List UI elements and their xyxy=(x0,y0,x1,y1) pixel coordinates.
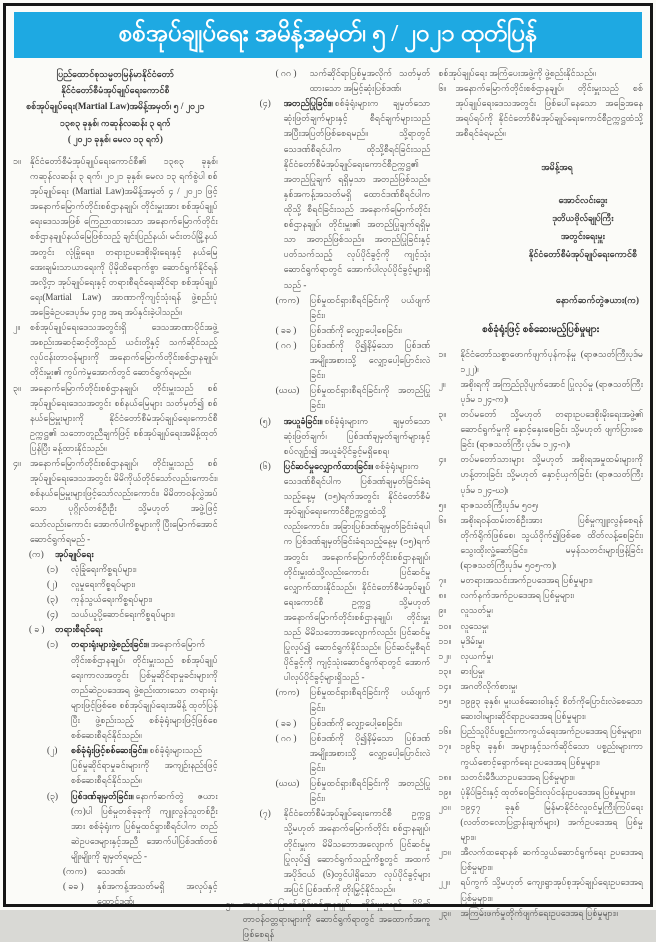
list-number: (၃) xyxy=(47,594,59,605)
paragraph-5-continuation: စစ်အုပ်ချုပ်ရေး အကြံပေးအဖွဲ့ကို ဖွဲ့စည်းနိုင်သည်။ xyxy=(438,68,596,78)
annex-item xyxy=(438,619,643,634)
annex-item-number: ၄။ xyxy=(438,454,447,465)
annex-item-number: ၅။ xyxy=(438,499,447,510)
signatory-name: အောင်လင်းဒွေး xyxy=(558,194,608,205)
paragraph-1 xyxy=(13,154,218,320)
sub-text: သက်ဆိုင်ရာပြစ်မှုအလိုက် သတ်မှတ်ထားသော အမြင့်ဆုံးပြစ်ဒဏ်၊ xyxy=(309,68,431,94)
annex-item xyxy=(438,694,643,724)
annex-item-text: အစိုးရကို အကြည်ညိုပျက်အောင် ပြုလုပ်မှု (ရာဇသတ်ကြီး ပုဒ်မ ၁၂၄-က)၊ xyxy=(460,378,644,404)
annex-item xyxy=(438,498,643,513)
annex-item-number: ၁။ xyxy=(438,348,447,359)
list-number: (၄) xyxy=(47,609,59,620)
sub-item xyxy=(276,383,431,413)
list-text: ကုန်သွယ်ရေးကိစ္စရပ်များ၊ xyxy=(71,594,153,605)
annex-item xyxy=(438,770,643,785)
annex-item-number: ၁၂။ xyxy=(438,650,451,661)
annex-item-text: သတင်းမီဒီယာဥပဒေအရ ပြစ်မှုများ။ xyxy=(460,771,575,782)
list-text: နိုင်ငံတော်စီမံအုပ်ချုပ်ရေးကောင်စီ ဥက္ကဋ္ဌ သို့မဟုတ် အနောက်မြောက်တိုင်း စစ်ဌာနချုပ်၊ တိုင်းမှူးက မိမိသဘောအလျောက် ပြင်ဆင်မှုပြုလုပ်၍ ဆောင်ရွက်သည့်ကိစ္စတွင် အထက်အပိုဒ်ငယ် (၆)တွင်ပါရှိသော လုပ်ပိုင်ခွင့်များအပြင် ပြစ်ဒဏ်ကို တိုးမြှင့်နိုင်သည်။ xyxy=(283,808,431,894)
sub-number: ( ခခ ) xyxy=(275,324,297,335)
paragraph-5 xyxy=(226,897,431,942)
annex-item-text: လုယက်မှု၊ xyxy=(460,650,493,661)
sub-item xyxy=(276,776,431,806)
annex-item-number: ၉။ xyxy=(438,605,447,616)
annex-item-text: ရာဇသတ်ကြီးပုဒ်မ ၅၀၅၊ xyxy=(460,499,539,510)
item-body: စစ်ခုံရုံးများက ချမှတ်သော ဆုံးဖြတ်ချက်၊ ပြစ်ဒဏ်ချမှတ်ချက်များနှင့် စပ်လျဉ်း၍ အယူခံပိုင်ခွင့်မရှိစေရ၊ xyxy=(283,415,431,456)
column-2 xyxy=(225,66,431,940)
sub-text: ပြစ်ဒဏ်ကို လျှော့ပေါ့စေခြင်း၊ xyxy=(309,324,402,335)
list-text xyxy=(71,637,218,743)
sub-number: (ဃဃ) xyxy=(275,778,300,789)
annex-item xyxy=(438,875,643,905)
paragraph-6 xyxy=(438,81,643,141)
annex-item-text: လူသေမှု၊ xyxy=(460,620,489,631)
list-text xyxy=(284,414,431,459)
sub-number: ( ခခ ) xyxy=(275,717,297,728)
list-number: (၅) xyxy=(259,415,271,426)
annex-item-text: ၁၉၆၃ ခုနှစ်၊ အများနှင့်သက်ဆိုင်သော ပစ္စည်းများကာကွယ်စောင့်ရှောက်ရေး ဥပဒေအရ ပြစ်မှုများ၊ xyxy=(460,741,644,767)
list-item xyxy=(47,592,218,607)
annex-item-text: နိုင်ငံတော်သစ္စာဖောက်ဖျက်ပုန်ကန်မှု (ရာဇသတ်ကြီးပုဒ်မ ၁၂၂)၊ xyxy=(460,348,644,374)
annex-item-text: မုဒိမ်းမှု၊ xyxy=(460,635,485,646)
sub-text: ပြစ်မှုထင်ရှားစီရင်ခြင်းကို အတည်ပြုခြင်း၊ xyxy=(309,778,431,804)
list-text xyxy=(71,743,218,788)
list-group-ka xyxy=(29,547,218,562)
signatory-rank: ဒုတိယဗိုလ်ချုပ်ကြီး xyxy=(552,212,614,223)
sub-item xyxy=(276,293,431,323)
item-body: အနောက်မြောက်တိုင်းစစ်ဌာနချုပ်၊ တိုင်းမှူးသည် စစ်အုပ်ချုပ်ရေးကာလအတွင်း ပြစ်မှုဆိုင်ရာမှုခင်းများကို တည်ဆဲဥပဒေအရ ဖွဲ့စည်းထားသော တရားရုံးများဖြင့်ဖြစ်စေ စစ်အုပ်ချုပ်ရေးအမိန့် ထုတ်ပြန်ပြီး ဖွဲ့စည်းသည့် စစ်ခုံရုံးများဖြင့်ဖြစ်စေ စစ်ဆေးစီရင်နိုင်သည်။ xyxy=(71,639,218,741)
annex-item-text: လက်နက်အက်ဥပဒေအရ ပြစ်မှုများ၊ xyxy=(460,590,574,601)
sub-item xyxy=(276,66,431,96)
list-number: (က) xyxy=(29,548,44,559)
item-body: နောက်ဆက်တွဲ ဇယား (က)ပါ ပြစ်မှုတစ်ခုခုကို ကျူးလွန်သူတစ်ဦးအား စစ်ခုံရုံးက ပြစ်မှုထင်ရှားစီရင်ပါက တည်ဆဲဥပဒေများနှင့်အညီ အောက်ပါပြစ်ဒဏ်တစ်မျိုးမျိုးကို ချမှတ်ရမည် - xyxy=(71,790,218,861)
annex-item xyxy=(438,452,643,497)
list-number: (၁) xyxy=(47,563,59,574)
sub-text: ပြစ်မှုထင်ရှားစီရင်ခြင်းကို အတည်ပြုခြင်း၊ xyxy=(309,385,431,411)
article-body xyxy=(13,66,644,940)
column-1 xyxy=(13,66,218,907)
annex-item-number: ၇။ xyxy=(438,575,447,586)
sub-number: ( ဂဂ ) xyxy=(275,339,297,350)
sub-item xyxy=(276,716,431,731)
sub-number: ( ခခ ) xyxy=(63,881,84,892)
para-number: ၆။ xyxy=(438,83,447,94)
annex-item-number: ၈။ xyxy=(438,590,447,601)
annex-item-text: ၁၉၄၇ ခုနှစ် မြန်မာနိုင်ငံလူဝင်မှုကြီးကြပ်ရေး (လတ်တလောပြဋ္ဌာန်းချက်များ) အက်ဥပဒေအရ ပြစ်မှုများ။ xyxy=(460,801,644,843)
list-number: (၂) xyxy=(47,579,58,589)
sub-text: ပြစ်မှုထင်ရှားစီရင်ခြင်းကို ပယ်ဖျက်ခြင်း၊ xyxy=(309,687,431,713)
para-text: အနောက်မြောက်တိုင်းစစ်ဌာနချုပ်၊ တိုင်းမှူးသည် မိမိ၏ တာဝန်ဝတ္တရားများကို ဆောင်ရွက်ရာတွင် အထောက်အကူဖြစ်စေရန် xyxy=(242,899,431,940)
sub-text: ပြစ်ဒဏ်ကို ပို၍နိမ့်သော ပြစ်ဒဏ်အမျိုးအစားသို့ လျှော့ပေါ့ပြောင်းလဲခြင်း၊ xyxy=(309,732,431,774)
item-label: တရားရုံးများဖွဲ့စည်းခြင်း။ xyxy=(71,639,149,650)
para-number: ၄။ xyxy=(13,458,21,469)
annex-item-text: မတရားအသင်းအက်ဥပဒေအရ ပြစ်မှုများ၊ xyxy=(460,575,593,586)
list-text xyxy=(71,789,218,865)
annex-item xyxy=(438,739,643,769)
item-label: အယူခံခြင်း။ xyxy=(283,415,323,426)
annex-item-number: ၁၆။ xyxy=(438,726,452,737)
annex-item-text: ပုံနှိပ်ခြင်းနှင့် ထုတ်ဝေခြင်းလုပ်ငန်းဥပဒေအရ ပြစ်မှုများ။ xyxy=(460,786,635,797)
annex-item-number: ၁၈။ xyxy=(438,771,452,782)
annex-item xyxy=(438,845,643,875)
heading-line-3: စစ်အုပ်ချုပ်ရေး(Martial Law)အမိန့်အမှတ်၊ ၅ / ၂၀၂၁ xyxy=(26,101,205,112)
signatory-role: အတွင်းရေးမှူး xyxy=(560,230,605,241)
paragraph-3 xyxy=(13,381,218,457)
sub-number: (ကက) xyxy=(275,687,300,698)
list-item xyxy=(47,577,218,592)
list-number: (၄) xyxy=(259,98,271,109)
column-3 xyxy=(438,66,644,918)
para-text: အနောက်မြောက်တိုင်းစစ်ဌာနချုပ်၊ တိုင်းမှူးသည် စစ်အုပ်ချုပ်ရေးဒေသအတွင်း စစ်နယ်မြေများ သတ်မှတ်၍ စစ်နယ်မြေမှူးများကို နိုင်ငံတော်စီမံအုပ်ချုပ်ရေးကောင်စီဥက္ကဋ္ဌ၏ သဘောတူညီချက်ဖြင့် စစ်အုပ်ချုပ်ရေးအမိန့်ထုတ်ပြန်ပြီး ခန့်ထားနိုင်သည်။ xyxy=(30,382,218,454)
annex-item-text: အီလက်ထရောနစ် ဆက်သွယ်ဆောင်ရွက်ရေး ဥပဒေအရ ပြစ်မှုများ။ xyxy=(460,847,644,873)
list-number: (၆) xyxy=(259,460,271,471)
annex-item xyxy=(438,785,643,800)
annex-item-text: ပြည်သူပိုင်ပစ္စည်းကာကွယ်ရေးအက်ဥပဒေအရ ပြစ်မှုများ၊ xyxy=(460,726,642,737)
list-text xyxy=(284,96,431,292)
annex-item-number: ၆။ xyxy=(438,514,447,525)
paragraph-4 xyxy=(13,456,218,547)
list-item xyxy=(47,743,218,788)
sub-number: ( ဂဂ ) xyxy=(275,68,297,78)
sub-item xyxy=(276,338,431,383)
sub-item xyxy=(63,864,218,879)
annex-item xyxy=(438,407,643,452)
annex-item-text: ၁၉၉၃ ခုနှစ်၊ မူးယစ်ဆေးဝါးနှင့် စိတ်ကိုပြောင်းလဲစေသော ဆေးဝါးများဆိုင်ရာဥပဒေအရ ပြစ်မှုများ၊ xyxy=(460,696,644,722)
annex-item-text: တပ်မတော်သားများ သို့မဟုတ် အစိုးရအမှုထမ်းများကို ဟန့်တားခြင်း သို့မဟုတ် နှောင့်ယှက်ခြင်း (ရာဇသတ်ကြီး ပုဒ်မ ၁၂၄-ဃ)၊ xyxy=(460,454,644,495)
annex-item-number: ၁၀။ xyxy=(438,620,452,631)
item-label: အတည်ပြုခြင်း။ xyxy=(283,98,333,109)
sub-item xyxy=(276,685,431,715)
sub-text: နှစ်အကန့်အသတ်မရှိ အလုပ်နှင့် ထောင်ဒဏ်၊ xyxy=(97,881,218,907)
annex-item xyxy=(438,724,643,739)
list-number: (၂) xyxy=(47,745,58,756)
sub-item xyxy=(276,731,431,776)
list-item xyxy=(260,96,431,292)
document-heading xyxy=(13,66,218,147)
annex-item-number: ၂။ xyxy=(438,378,446,389)
list-text xyxy=(284,459,431,686)
list-item xyxy=(47,637,218,743)
by-order-label: အမိန့်အရ xyxy=(541,161,573,172)
annex-item-number: ၁၇။ xyxy=(438,741,452,752)
annex-item xyxy=(438,664,643,679)
heading-line-5: ( ၂၀၂၁ ခုနှစ်၊ မေလ ၁၃ ရက်) xyxy=(67,133,163,144)
heading-line-1: ပြည်ထောင်စုသမ္မတမြန်မာနိုင်ငံတော် xyxy=(56,69,175,79)
sub-text: ပြစ်ဒဏ်ကို လျှော့ပေါ့စေခြင်း၊ xyxy=(309,717,402,728)
headline-banner xyxy=(14,12,642,58)
annex-item xyxy=(438,588,643,603)
list-number: (၃) xyxy=(47,790,59,801)
annex-item-number: ၂၃။ xyxy=(438,907,451,918)
annex-item xyxy=(438,906,643,921)
list-group-kha xyxy=(29,622,218,637)
list-text: လူမှုရေးကိစ္စရပ်များ၊ xyxy=(71,579,136,589)
sub-item xyxy=(276,323,431,338)
annex-item xyxy=(438,603,643,618)
annex-item-text: တပ်မတော် သို့မဟုတ် တရားဥပဒေစိုးမိုးရေးအဖွဲ့၏ ဆောင်ရွက်မှုကို နှောင့်နှေးစေခြင်း သို့မဟုတ် ဖျက်ပြားစေခြင်း (ရာဇသတ်ကြီး ပုဒ်မ ၁၂၄-ဂ)၊ xyxy=(460,409,644,450)
paragraph-2 xyxy=(13,320,218,380)
para-number: ၃။ xyxy=(13,382,21,393)
annex-item xyxy=(438,377,643,407)
annex-item-text: ဓားပြမှု၊ xyxy=(460,665,485,676)
annex-label: နောက်ဆက်တွဲဇယား(က) xyxy=(555,294,640,305)
item-body: စစ်ခုံရုံးများသည် ပြစ်မှုဆိုင်ရာမှုခင်းများကို အကျဉ်းနည်းဖြင့် စစ်ဆေးစီရင်နိုင်သည်။ xyxy=(71,745,218,786)
para-number: ၁။ xyxy=(13,155,21,166)
annex-item-text: လူသတ်မှု၊ xyxy=(460,605,493,616)
headline-title: စစ်အုပ်ချုပ်ရေး အမိန့်အမှတ်၊ ၅ / ၂၀၂၁ ထုတ်ပြန် xyxy=(118,21,538,47)
annex-item-text: အဂတိလိုက်စားမှု၊ xyxy=(460,680,518,691)
list-text: လုံခြုံရေးကိစ္စရပ်များ၊ xyxy=(71,563,137,574)
annex-item-number: ၂၂။ xyxy=(438,877,450,888)
annex-item xyxy=(438,347,643,377)
list-item xyxy=(47,562,218,577)
annex-item-number: ၁၄။ xyxy=(438,680,452,691)
annex-item xyxy=(438,573,643,588)
sub-text: သေဒဏ်၊ xyxy=(97,866,126,877)
heading-line-4: ၁၃၈၃ ခုနှစ်၊ ကဆုန်လဆန်း ၃ ရက် xyxy=(59,117,171,128)
annex-title: စစ်ခုံရုံးဖြင့် စစ်ဆေးမည့်ပြစ်မှုများ xyxy=(482,323,600,335)
sub-item xyxy=(63,879,218,909)
annex-item-number: ၂၁။ xyxy=(438,847,451,858)
annex-item xyxy=(438,679,643,694)
list-number: (၁) xyxy=(47,639,59,650)
list-item xyxy=(47,789,218,865)
item-label: ပြစ်ဒဏ်ချမှတ်ခြင်း။ xyxy=(71,790,134,801)
list-item xyxy=(260,459,431,686)
item-label: စစ်ခုံရုံးဖြင့်စစ်ဆေးခြင်း။ xyxy=(71,745,148,756)
signatory-org: နိုင်ငံတော်စီမံအုပ်ချုပ်ရေးကောင်စီ xyxy=(528,248,638,259)
sub-number: (ကက) xyxy=(275,294,300,305)
annex-item-text: အစိုးရဝန်ထမ်းတစ်ဦးအား ပြစ်မှုကျူးလွန်စေရန် တိုက်ရိုက်ဖြစ်စေ၊ သွယ်ဝိုက်၍ဖြစ်စေ ထိတ်လန့်စေခြင်း၊ သွေးထိုးလှုံ့ဆော်ခြင်း၊ မမှန်သတင်းများဖြန့်ခြင်း (ရာဇသတ်ကြီးပုဒ်မ ၅၀၅-က)၊ xyxy=(460,514,644,571)
annex-item-number: ၁၃။ xyxy=(438,665,452,676)
annex-item-number: ၂၀။ xyxy=(438,801,451,812)
annex-item-number: ၁၅။ xyxy=(438,696,452,707)
para-number: ၂။ xyxy=(13,322,21,333)
annex-item xyxy=(438,800,643,845)
annex-item-number: ၁၁။ xyxy=(438,635,452,646)
item-body: စစ်ခုံရုံးများက သေဒဏ်စီရင်ပါက ပြစ်ဒဏ်ချမှတ်ခြင်းခံရသည့်နေ့မှ (၁၅)ရက်အတွင်း နိုင်ငံတော်စီမံအုပ်ချုပ်ရေးကောင်စီဥက္ကဋ္ဌထံသို့လည်းကောင်း၊ အခြားပြစ်ဒဏ်ချမှတ်ခြင်းခံရပါက ပြစ်ဒဏ်ချမှတ်ခြင်းခံရသည့်နေ့မှ (၁၅)ရက်အတွင်း အနောက်မြောက်တိုင်းစစ်ဌာနချုပ်၊ တိုင်းမှူးထံသို့လည်းကောင်း ပြင်ဆင်မှုလျှောက်ထားနိုင်သည်။ နိုင်ငံတော်စီမံအုပ်ချုပ်ရေးကောင်စီ ဥက္ကဋ္ဌ သို့မဟုတ် အနောက်မြောက်တိုင်းစစ်ဌာနချုပ်၊ တိုင်းမှူးသည် မိမိသဘောအလျောက်လည်း ပြင်ဆင်မှုပြုလုပ်၍ ဆောင်ရွက်နိုင်သည်။ ပြင်ဆင်မှုစီရင်ပိုင်ခွင့်ကို ကျင့်သုံးဆောင်ရွက်ရာတွင် အောက်ပါလုပ်ပိုင်ခွင့်များရှိသည် - xyxy=(283,460,431,683)
annex-item xyxy=(438,649,643,664)
list-label: တရားစီရင်ရေး xyxy=(55,624,103,635)
list-number: (၇) xyxy=(259,808,271,819)
annex-item xyxy=(438,634,643,649)
list-number: ( ခ ) xyxy=(29,624,45,635)
sub-number: (ကက) xyxy=(63,866,87,877)
sub-text: ပြစ်မှုထင်ရှားစီရင်ခြင်းကို ပယ်ဖျက်ခြင်း၊ xyxy=(309,294,431,320)
item-body: စစ်ခုံရုံးများက ချမှတ်သော ဆုံးဖြတ်ချက်များနှင့် စီရင်ချက်များသည် အပြီးအပြတ်ဖြစ်စေရမည်။ သို့ရာတွင် သေဒဏ်စီရင်ပါက ထိုသို့စီရင်ခြင်းသည် နိုင်ငံတော်စီမံအုပ်ချုပ်ရေးကောင်စီဥက္ကဋ္ဌ၏ အတည်ပြုချက် ရရှိမှသာ အတည်ဖြစ်သည်။ နှစ်အကန့်အသတ်မရှိ ထောင်ဒဏ်စီရင်ပါက ထိုသို့ စီရင်ခြင်းသည် အနောက်မြောက်တိုင်းစစ်ဌာနချုပ်၊ တိုင်းမှူး၏ အတည်ပြုချက်ရရှိမှသာ အတည်ဖြစ်သည်။ အတည်ပြုခြင်းနှင့်ပတ်သက်သည့် လုပ်ပိုင်ခွင့်ကို ကျင့်သုံးဆောင်ရွက်ရာတွင် အောက်ပါလုပ်ပိုင်ခွင့်များရှိသည် - xyxy=(283,98,431,290)
list-item xyxy=(47,607,218,622)
signature-block xyxy=(529,191,637,263)
list-label: အုပ်ချုပ်ရေး xyxy=(55,548,94,559)
sub-number: ( ဂဂ ) xyxy=(275,732,297,743)
item-label: ပြင်ဆင်မှုလျှောက်ထားခြင်း။ xyxy=(283,460,374,471)
para-text: စစ်အုပ်ချုပ်ရေးဒေသအတွင်းရှိ ဒေသအာဏာပိုင်အဖွဲ့အစည်းအဆင့်ဆင့်တို့သည် ယင်းတို့နှင့် သက်ဆိုင်သည့် လုပ်ငန်းတာဝန်များကို အနောက်မြောက်တိုင်းစစ်ဌာနချုပ်၊ တိုင်းမှူး၏ ကွပ်ကဲမှုအောက်တွင် ဆောင်ရွက်ရမည်။ xyxy=(30,322,218,378)
para-text: အနောက်မြောက်တိုင်းစစ်ဌာနချုပ်၊ တိုင်းမှူးသည် စစ်အုပ်ချုပ်ရေးဒေသအတွင်း မိမိကိုယ်တိုင်သော်လည်းကောင်း၊ စစ်နယ်မြေမှူးများဖြင့်သော်လည်းကောင်း၊ မိမိတာဝန်လွှဲအပ်သော ပုဂ္ဂိုလ်တစ်ဦးဦး သို့မဟုတ် အဖွဲ့ဖြင့်သော်လည်းကောင်း အောက်ပါကိစ္စများကို ပြီးမြောက်အောင် ဆောင်ရွက်ရမည် - xyxy=(30,458,218,544)
sub-text: ပြစ်ဒဏ်ကို ပို၍နိမ့်သော ပြစ်ဒဏ်အမျိုးအစားသို့ လျှော့ပေါ့ပြောင်းလဲခြင်း၊ xyxy=(309,339,431,381)
heading-line-2: နိုင်ငံတော်စီမံအုပ်ချုပ်ရေးကောင်စီ xyxy=(61,85,170,96)
para-text: နိုင်ငံတော်စီမံအုပ်ချုပ်ရေးကောင်စီ၏ ၁၃၈၃ ခုနှစ်၊ ကဆုန်လဆန်း ၃ ရက်၊ ၂၀၂၁ ခုနှစ်၊ မေလ ၁၃ ရက်စွဲပါ စစ်အုပ်ချုပ်ရေး (Martial Law)အမိန့်အမှတ် ၄ / ၂၀၂၁ ဖြင့် အနောက်မြောက်တိုင်းစစ်ဌာနချုပ်၊ တိုင်းမှူးအား စစ်အုပ်ချုပ်ရေးဒေသအဖြစ် ကြေညာထားသော အနောက်မြောက်တိုင်း စစ်ဌာနချုပ်နယ်မြေဖြစ်သည့် ချင်းပြည်နယ်၊ မင်းတပ်မြို့နယ်အတွင်း လုံခြုံရေး၊ တရားဥပဒေစိုးမိုးရေးနှင့် နယ်မြေအေးချမ်းသာယာရေးကို ပိုမိုထိရောက်စွာ ဆောင်ရွက်နိုင်ရန်အလို့ငှာ အုပ်ချုပ်ရေးနှင့် တရားစီရင်ရေးဆိုင်ရာ စစ်အုပ်ချုပ်ရေး(Martial Law) အာဏာကိုကျင့်သုံးရန် ဖွဲ့စည်းပုံအခြေခံဥပဒေပုဒ်မ ၄၁၉ အရ အပ်နှင်းခဲ့ပါသည်။ xyxy=(30,155,218,318)
list-item xyxy=(260,806,431,897)
annex-item xyxy=(438,513,643,573)
annex-item-number: ၁၉။ xyxy=(438,786,452,797)
list-item xyxy=(260,414,431,459)
list-text: သယ်ယူပို့ဆောင်ရေးကိစ္စရပ်များ၊ xyxy=(71,609,175,620)
annex-item-number: ၃။ xyxy=(438,409,447,419)
para-text: အနောက်မြောက်တိုင်းစစ်ဌာနချုပ်၊ တိုင်းမှူးသည် စစ်အုပ်ချုပ်ရေးဒေသအတွင်း ဖြစ်ပေါ်နေသော အခြေအနေအရပ်ရပ်ကို နိုင်ငံတော်စီမံအုပ်ချုပ်ရေးကောင်စီဥက္ကဋ္ဌထံသို့ အစီရင်ခံရမည်။ xyxy=(455,83,644,139)
annex-item-text: ရပ်ကွက် သို့မဟုတ် ကျေးရွာအုပ်စုအုပ်ချုပ်ရေးဥပဒေအရ ပြစ်မှုများ။ xyxy=(460,877,644,903)
para-number: ၅။ xyxy=(225,899,234,910)
annex-item-text: အကြမ်းဖက်မှုတိုက်ဖျက်ရေးဥပဒေအရ ပြစ်မှုများ။ xyxy=(460,907,618,918)
sub-number: (ဃဃ) xyxy=(275,385,300,396)
